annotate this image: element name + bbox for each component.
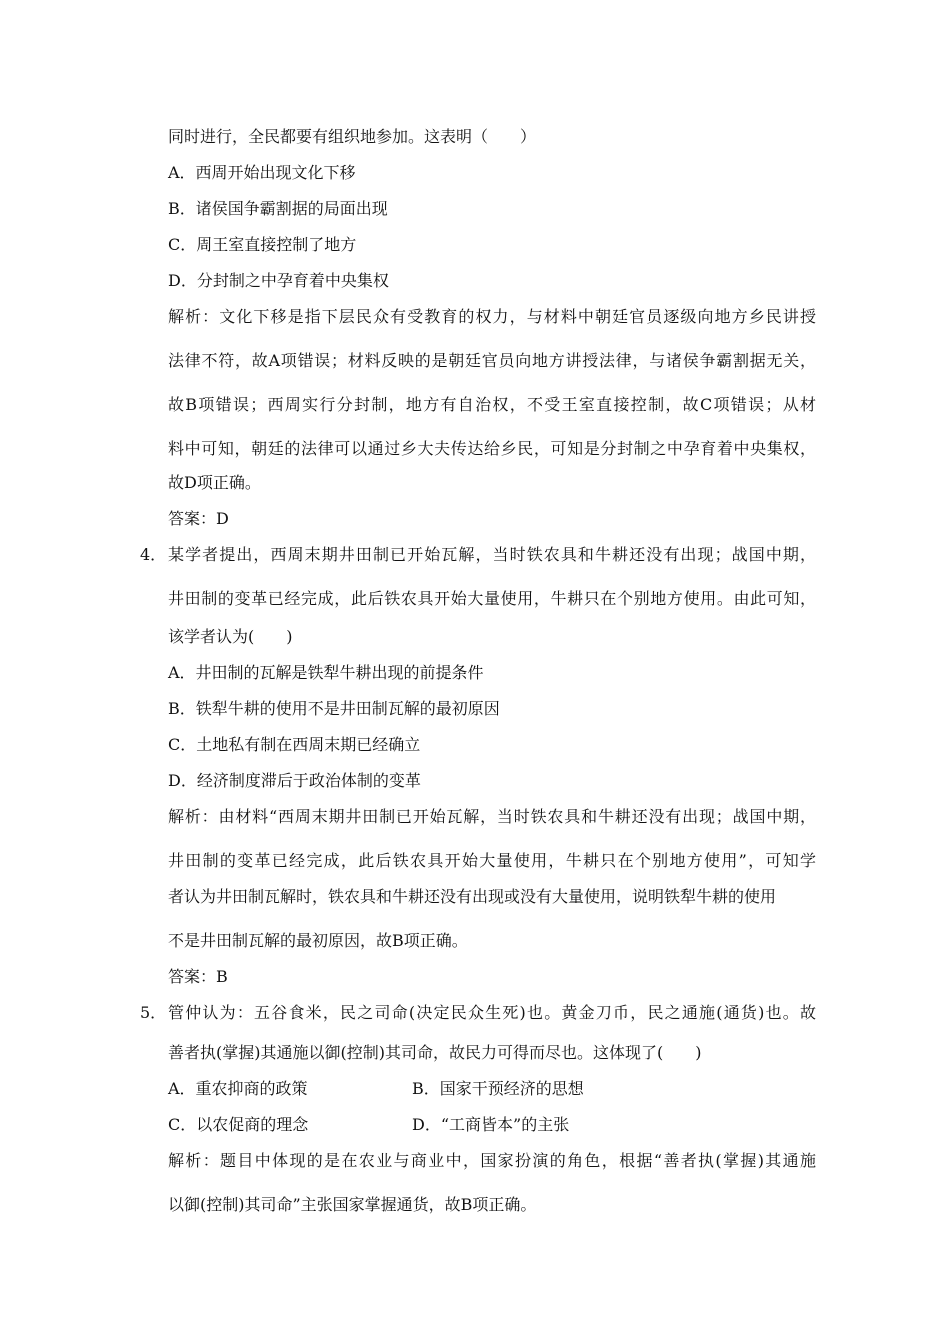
q4-answer: 答案：B: [168, 967, 228, 986]
q3-analysis-line-5: 故D项正确。: [168, 473, 261, 492]
q3-analysis-line-3: 故B项错误；西周实行分封制，地方有自治权，不受王室直接控制，故C项错误；从材: [168, 395, 816, 414]
q4-option-c: C．土地私有制在西周末期已经确立: [168, 735, 421, 754]
q5-option-c: C．以农促商的理念: [168, 1115, 309, 1134]
q5-stem-line-2: 善者执(掌握)其通施以御(控制)其司命，故民力可得而尽也。这体现了( ): [168, 1043, 702, 1062]
q4-option-b: B．铁犁牛耕的使用不是井田制瓦解的最初原因: [168, 699, 500, 718]
q4-option-d: D．经济制度滞后于政治体制的变革: [168, 771, 421, 790]
q4-stem-line-3: 该学者认为( ): [168, 627, 293, 646]
q3-analysis-line-4: 料中可知，朝廷的法律可以通过乡大夫传达给乡民，可知是分封制之中孕育着中央集权，: [168, 439, 816, 458]
q5-number: 5．: [140, 1003, 167, 1022]
q5-analysis-line-2: 以御(控制)其司命”主张国家掌握通货，故B项正确。: [168, 1195, 537, 1214]
q4-analysis-line-1: 解析：由材料“西周末期井田制已开始瓦解，当时铁农具和牛耕还没有出现；战国中期，: [168, 807, 816, 826]
q4-stem-line-1: 某学者提出，西周末期井田制已开始瓦解，当时铁农具和牛耕还没有出现；战国中期，: [168, 545, 816, 564]
q3-option-c: C．周王室直接控制了地方: [168, 235, 357, 254]
q4-number: 4．: [140, 545, 167, 564]
q4-option-a: A．井田制的瓦解是铁犁牛耕出现的前提条件: [168, 663, 484, 682]
q4-stem-line-2: 井田制的变革已经完成，此后铁农具开始大量使用，牛耕只在个别地方使用。由此可知，: [168, 589, 816, 608]
q4-analysis-line-4: 不是井田制瓦解的最初原因，故B项正确。: [168, 931, 468, 950]
q3-analysis-line-1: 解析：文化下移是指下层民众有受教育的权力，与材料中朝廷官员逐级向地方乡民讲授: [168, 307, 816, 326]
q4-analysis-line-3: 者认为井田制瓦解时，铁农具和牛耕还没有出现或没有大量使用，说明铁犁牛耕的使用: [168, 887, 777, 906]
q4-analysis-line-2: 井田制的变革已经完成，此后铁农具开始大量使用，牛耕只在个别地方使用”，可知学: [168, 851, 816, 870]
q3-option-d: D．分封制之中孕育着中央集权: [168, 271, 389, 290]
q5-option-d: D．“工商皆本”的主张: [412, 1115, 570, 1134]
q3-option-b: B．诸侯国争霸割据的局面出现: [168, 199, 388, 218]
q3-option-a: A．西周开始出现文化下移: [168, 163, 356, 182]
q5-option-b: B．国家干预经济的思想: [412, 1079, 584, 1098]
q3-answer: 答案：D: [168, 509, 229, 528]
q5-analysis-line-1: 解析：题目中体现的是在农业与商业中，国家扮演的角色，根据“善者执(掌握)其通施: [168, 1151, 816, 1170]
q5-stem-line-1: 管仲认为：五谷食米，民之司命(决定民众生死)也。黄金刀币，民之通施(通货)也。故: [168, 1003, 816, 1022]
q3-analysis-line-2: 法律不符，故A项错误；材料反映的是朝廷官员向地方讲授法律，与诸侯争霸割据无关，: [168, 351, 816, 370]
q3-stem-tail: 同时进行，全民都要有组织地参加。这表明（ ）: [168, 127, 537, 146]
q5-option-a: A．重农抑商的政策: [168, 1079, 308, 1098]
